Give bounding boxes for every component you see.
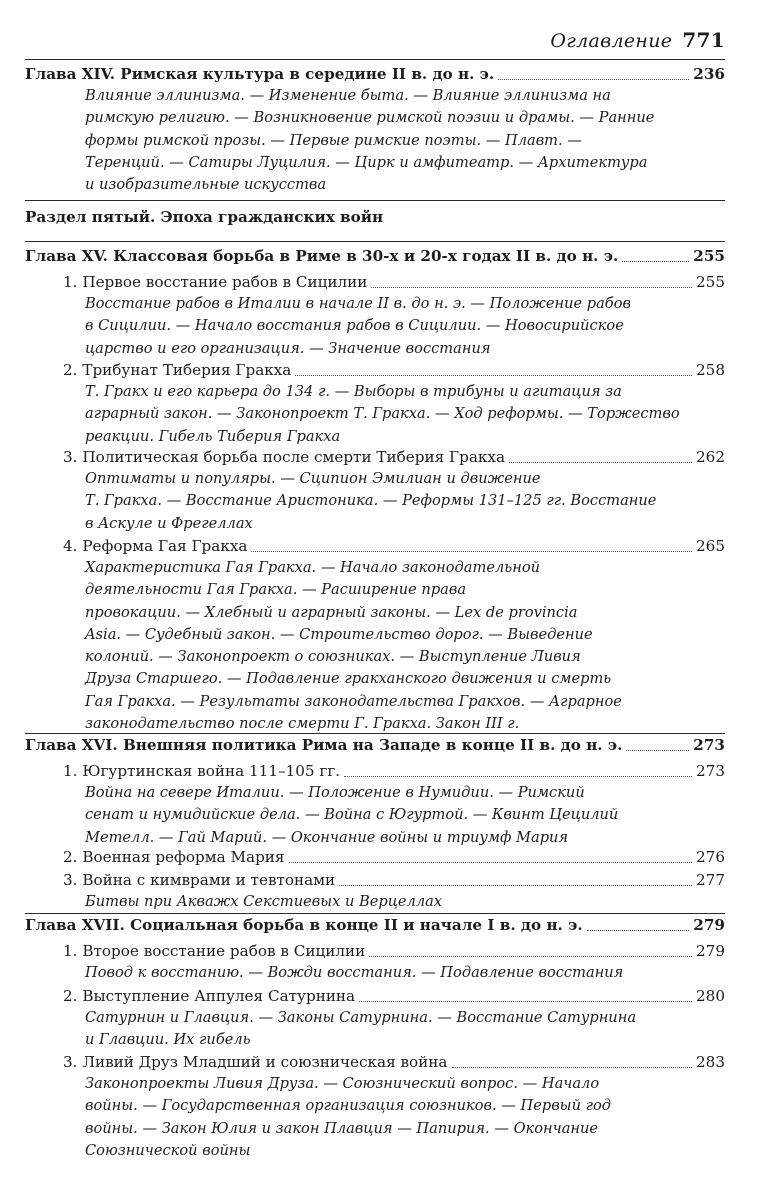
section-page: 255	[696, 273, 725, 291]
chapter-page: 273	[693, 736, 725, 754]
section-title: 3. Война с кимврами и тевтонами	[63, 871, 336, 889]
section-page: 277	[696, 871, 725, 889]
desc-line: Характеристика Гая Гракха. — Начало законодательной	[85, 559, 541, 576]
toc-section-15-3[interactable]	[63, 446, 725, 468]
toc-section-17-3[interactable]	[63, 1051, 725, 1073]
header-title: Оглавление	[550, 30, 673, 52]
toc-section-16-2[interactable]	[63, 846, 725, 868]
desc-line: Т. Гракха. — Восстание Аристоника. — Реформы 131–125 гг. Восстание	[85, 492, 657, 510]
leader-dots	[289, 862, 692, 863]
section-title: 4. Реформа Гая Гракха	[63, 537, 248, 555]
section-page: 279	[696, 942, 725, 960]
section-description	[85, 557, 675, 735]
leader-dots	[344, 776, 692, 777]
section-page: 280	[696, 987, 725, 1005]
leader-dots	[371, 287, 692, 288]
desc-line: войны. — Закон Юлия и закон Плавция — Папирия. — Окончание	[85, 1119, 599, 1137]
header-page-number: 771	[682, 28, 725, 52]
section-page: 258	[696, 361, 725, 379]
desc-line: войны. — Государственная организация союзников. — Первый год	[85, 1097, 612, 1115]
desc-line: Asia. — Судебный закон. — Строительство дорог. — Выведение	[85, 625, 593, 643]
desc-line: Друза Старшего. — Подавление гракханского движения и смерть	[85, 670, 612, 688]
desc-line: Восстание рабов в Италии в начале II в. до н. э. — Положение рабов	[85, 295, 631, 312]
desc-line: сенат и нумидийские дела. — Война с Югуртой. — Квинт Цецилий	[85, 806, 619, 824]
chapter-title: Глава XVII. Социальная борьба в конце II и начале I в. до н. э.	[25, 916, 583, 934]
leader-dots	[359, 1001, 692, 1002]
desc-line: Битвы при Акважх Секстиевых и Верцеллах	[85, 893, 443, 910]
toc-section-15-4[interactable]	[63, 535, 725, 557]
section-description	[85, 1007, 675, 1052]
desc-line: и изобразительные искусства	[85, 176, 327, 194]
leader-dots	[452, 1067, 693, 1068]
desc-line: Повод к восстанию. — Вожди восстания. — Подавление восстания	[85, 964, 624, 981]
section-description	[85, 782, 675, 849]
chapter-title: Глава XVI. Внешняя политика Рима на Западе в конце II в. до н. э.	[25, 736, 623, 754]
chapter-title: Глава XV. Классовая борьба в Риме в 30-х и 20-х годах II в. до н. э.	[25, 247, 619, 265]
section-description	[85, 891, 675, 913]
toc-section-15-1[interactable]	[63, 271, 725, 293]
section-page: 273	[696, 762, 725, 780]
section-description	[85, 468, 675, 535]
section-rule	[25, 241, 725, 242]
part-title: Раздел пятый. Эпоха гражданских войн	[25, 208, 384, 226]
header-rule	[25, 59, 725, 60]
section-title: 2. Трибунат Тиберия Гракха	[63, 361, 292, 379]
desc-line: Т. Гракх и его карьера до 134 г. — Выборы в трибуны и агитация за	[85, 383, 622, 400]
desc-line: римскую религию. — Возникновение римской поэзии и драмы. — Ранние	[85, 109, 655, 127]
section-description	[85, 293, 675, 360]
toc-part-5[interactable]	[25, 206, 725, 228]
desc-line: формы римской прозы. — Первые римские поэты. — Плавт. —	[85, 131, 582, 149]
chapter-page: 255	[693, 247, 725, 265]
toc-section-17-2[interactable]	[63, 985, 725, 1007]
chapter-page: 279	[693, 916, 725, 934]
desc-line: Законопроекты Ливия Друза. — Союзнический вопрос. — Начало	[85, 1075, 600, 1092]
desc-line: законодательство после смерти Г. Гракха. Закон III г.	[85, 715, 520, 733]
desc-line: Оптиматы и популяры. — Сципион Эмилиан и движение	[85, 470, 541, 487]
leader-dots	[498, 79, 689, 80]
section-title: 1. Югуртинская война 111–105 гг.	[63, 762, 341, 780]
section-title: 3. Ливий Друз Младший и союзническая война	[63, 1053, 448, 1071]
section-title: 3. Политическая борьба после смерти Тиберия Гракха	[63, 448, 505, 466]
section-title: 2. Выступление Аппулея Сатурнина	[63, 987, 356, 1005]
chapter-page: 236	[693, 65, 725, 83]
chapter-title: Глава XIV. Римская культура в середине II в. до н. э.	[25, 65, 495, 83]
leader-dots	[339, 885, 692, 886]
section-page: 276	[696, 848, 725, 866]
toc-section-17-1[interactable]	[63, 940, 725, 962]
section-page: 265	[696, 537, 725, 555]
section-rule	[25, 200, 725, 201]
section-description	[85, 1073, 675, 1162]
leader-dots	[626, 750, 689, 751]
desc-line: и Главции. Их гибель	[85, 1031, 251, 1049]
section-title: 1. Первое восстание рабов в Сицилии	[63, 273, 368, 291]
section-description	[85, 381, 680, 448]
desc-line: аграрный закон. — Законопроект Т. Гракха. — Ход реформы. — Торжество	[85, 405, 680, 423]
section-page: 283	[696, 1053, 725, 1071]
leader-dots	[622, 261, 689, 262]
desc-line: царство и его организация. — Значение восстания	[85, 339, 491, 357]
toc-section-16-3[interactable]	[63, 869, 725, 891]
section-title: 2. Военная реформа Мария	[63, 848, 285, 866]
leader-dots	[369, 956, 692, 957]
toc-section-16-1[interactable]	[63, 760, 725, 782]
toc-section-15-2[interactable]	[63, 359, 725, 381]
desc-line: Теренций. — Сатиры Луцилия. — Цирк и амфитеатр. — Архитектура	[85, 153, 648, 171]
toc-chapter-14[interactable]	[25, 63, 725, 85]
desc-line: Сатурнин и Главция. — Законы Сатурнина. — Восстание Сатурнина	[85, 1009, 637, 1026]
toc-chapter-17[interactable]	[25, 914, 725, 936]
desc-line: Влияние эллинизма. — Изменение быта. — Влияние эллинизма на	[85, 87, 611, 104]
desc-line: Война на севере Италии. — Положение в Нумидии. — Римский	[85, 784, 585, 801]
leader-dots	[509, 462, 692, 463]
chapter-description	[85, 85, 675, 196]
desc-line: провокации. — Хлебный и аграрный законы. — Lex de provincia	[85, 603, 578, 621]
desc-line: Метелл. — Гай Марий. — Окончание войны и триумф Мария	[85, 828, 569, 846]
section-title: 1. Второе восстание рабов в Сицилии	[63, 942, 366, 960]
desc-line: Союзнической войны	[85, 1141, 251, 1159]
section-page: 262	[696, 448, 725, 466]
desc-line: Гая Гракха. — Результаты законодательства Гракхов. — Аграрное	[85, 692, 622, 710]
desc-line: в Сицилии. — Начало восстания рабов в Сицилии. — Новосирийское	[85, 317, 624, 335]
desc-line: реакции. Гибель Тиберия Гракха	[85, 427, 341, 445]
toc-chapter-16[interactable]	[25, 734, 725, 756]
leader-dots	[587, 930, 690, 931]
desc-line: в Аскуле и Фрегеллах	[85, 514, 253, 532]
section-description	[85, 962, 675, 984]
leader-dots	[295, 375, 692, 376]
leader-dots	[251, 551, 692, 552]
desc-line: колоний. — Законопроект о союзниках. — Выступление Ливия	[85, 648, 581, 666]
desc-line: деятельности Гая Гракха. — Расширение права	[85, 581, 467, 599]
running-header	[550, 28, 725, 52]
toc-chapter-15[interactable]	[25, 245, 725, 267]
